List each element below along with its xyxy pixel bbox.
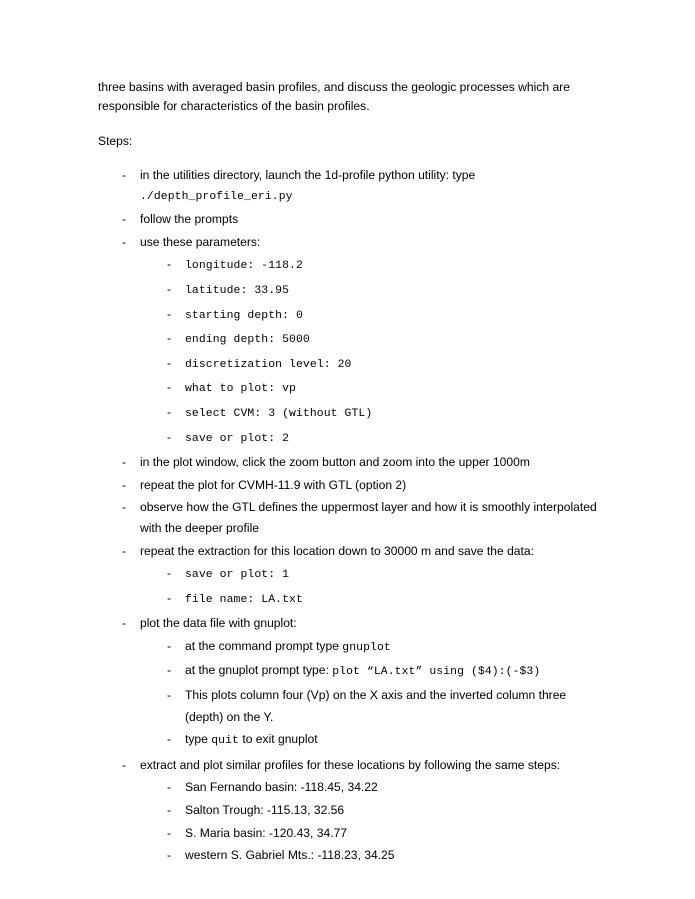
- intro-paragraph: three basins with averaged basin profiles, and discuss the geologic processes which are responsible for characteristics of the basin profiles.: [98, 80, 570, 113]
- location-item: [140, 777, 598, 799]
- bullet-dash: -: [167, 404, 172, 419]
- parameter-item: [140, 353, 598, 377]
- save-options-list: [140, 563, 598, 611]
- step-code: ./depth_profile_eri.py: [140, 190, 293, 203]
- parameter-text: file name: LA.txt: [185, 593, 303, 606]
- parameter-item: [140, 427, 598, 451]
- parameter-text: latitude: 33.95: [185, 284, 290, 297]
- gnuplot-step-prefix: type: [185, 732, 212, 747]
- parameter-text: discretization level: 20: [185, 358, 352, 371]
- parameter-text: ending depth: 5000: [185, 334, 310, 347]
- location-item: [140, 823, 598, 845]
- step-item: [98, 209, 598, 230]
- gnuplot-step-item: [140, 685, 598, 728]
- bullet-dash: -: [167, 306, 172, 321]
- gnuplot-step-prefix: at the command prompt type: [185, 638, 343, 653]
- parameter-item: [140, 588, 598, 612]
- step-text: in the utilities directory, launch the 1d-profile python utility: type: [140, 168, 476, 182]
- document-content: [98, 78, 598, 869]
- bullet-dash: -: [167, 848, 172, 863]
- parameter-item: [140, 328, 598, 352]
- step-text: plot the data file with gnuplot:: [140, 616, 297, 631]
- location-item: [140, 800, 598, 822]
- parameter-text: save or plot: 1: [185, 569, 290, 582]
- location-text: western S. Gabriel Mts.: -118.23, 34.25: [185, 848, 395, 863]
- parameter-item: [140, 377, 598, 401]
- bullet-dash: -: [167, 732, 172, 747]
- bullet-dash: -: [122, 168, 127, 182]
- step-item: [98, 497, 598, 538]
- step-text: repeat the plot for CVMH-11.9 with GTL (option 2): [140, 477, 407, 492]
- location-text: S. Maria basin: -120.43, 34.77: [185, 825, 348, 840]
- bullet-dash: -: [167, 429, 172, 444]
- parameter-item: [140, 279, 598, 303]
- gnuplot-command: gnuplot: [342, 641, 391, 654]
- gnuplot-step-item: [140, 729, 598, 753]
- steps-heading: Steps:: [98, 134, 133, 148]
- bullet-dash: -: [167, 257, 172, 272]
- gnuplot-step-item: [140, 660, 598, 684]
- step-item: [98, 613, 598, 753]
- location-text: San Fernando basin: -118.45, 34.22: [185, 780, 378, 795]
- step-item: [98, 232, 598, 450]
- bullet-dash: -: [122, 757, 127, 772]
- bullet-dash: -: [167, 780, 172, 795]
- steps-list: [98, 165, 598, 867]
- bullet-dash: -: [167, 590, 172, 605]
- bullet-dash: -: [122, 616, 127, 631]
- location-item: [140, 845, 598, 867]
- step-text: use these parameters:: [140, 234, 261, 249]
- gnuplot-step-prefix: at the gnuplot prompt type:: [185, 663, 333, 678]
- parameter-item: [140, 402, 598, 426]
- gnuplot-command: plot “LA.txt” using ($4):(-$3): [332, 666, 541, 679]
- bullet-dash: -: [122, 477, 127, 492]
- bullet-dash: -: [167, 688, 172, 703]
- parameter-item: [140, 304, 598, 328]
- parameter-text: select CVM: 3 (without GTL): [185, 407, 373, 420]
- gnuplot-step-suffix: to exit gnuplot: [238, 732, 318, 747]
- locations-list: [140, 777, 598, 866]
- step-text: extract and plot similar profiles for these locations by following the same steps:: [140, 757, 561, 772]
- gnuplot-step-item: [140, 636, 598, 660]
- gnuplot-step-text: This plots column four (Vp) on the X axis and the inverted column three (depth) on the Y.: [185, 688, 567, 724]
- gnuplot-steps-list: [140, 636, 598, 753]
- bullet-dash: -: [122, 212, 127, 227]
- step-text: observe how the GTL defines the uppermost layer and how it is smoothly interpolated with the deeper profile: [140, 500, 597, 535]
- bullet-dash: -: [122, 234, 127, 249]
- step-text: repeat the extraction for this location down to 30000 m and save the data:: [140, 543, 534, 558]
- bullet-dash: -: [167, 566, 172, 581]
- step-text: follow the prompts: [140, 212, 239, 227]
- bullet-dash: -: [167, 380, 172, 395]
- parameter-list: [140, 254, 598, 450]
- parameter-text: what to plot: vp: [185, 383, 296, 396]
- parameter-text: longitude: -118.2: [185, 260, 303, 273]
- bullet-dash: -: [122, 455, 127, 470]
- parameter-text: starting depth: 0: [185, 309, 303, 322]
- parameter-item: [140, 254, 598, 278]
- bullet-dash: -: [167, 281, 172, 296]
- gnuplot-command: quit: [211, 735, 239, 748]
- bullet-dash: -: [167, 803, 172, 818]
- step-item: [98, 755, 598, 867]
- bullet-dash: -: [167, 663, 172, 678]
- step-item: [98, 541, 598, 612]
- bullet-dash: -: [167, 638, 172, 653]
- step-text: in the plot window, click the zoom button and zoom into the upper 1000m: [140, 455, 530, 470]
- location-text: Salton Trough: -115.13, 32.56: [185, 803, 345, 818]
- parameter-text: save or plot: 2: [185, 432, 290, 445]
- bullet-dash: -: [167, 825, 172, 840]
- parameter-item: [140, 563, 598, 587]
- bullet-dash: -: [167, 331, 172, 346]
- bullet-dash: -: [122, 500, 127, 515]
- bullet-dash: -: [167, 355, 172, 370]
- step-item: [98, 452, 598, 473]
- step-item: [98, 475, 598, 496]
- bullet-dash: -: [122, 543, 127, 558]
- step-item: [98, 165, 598, 207]
